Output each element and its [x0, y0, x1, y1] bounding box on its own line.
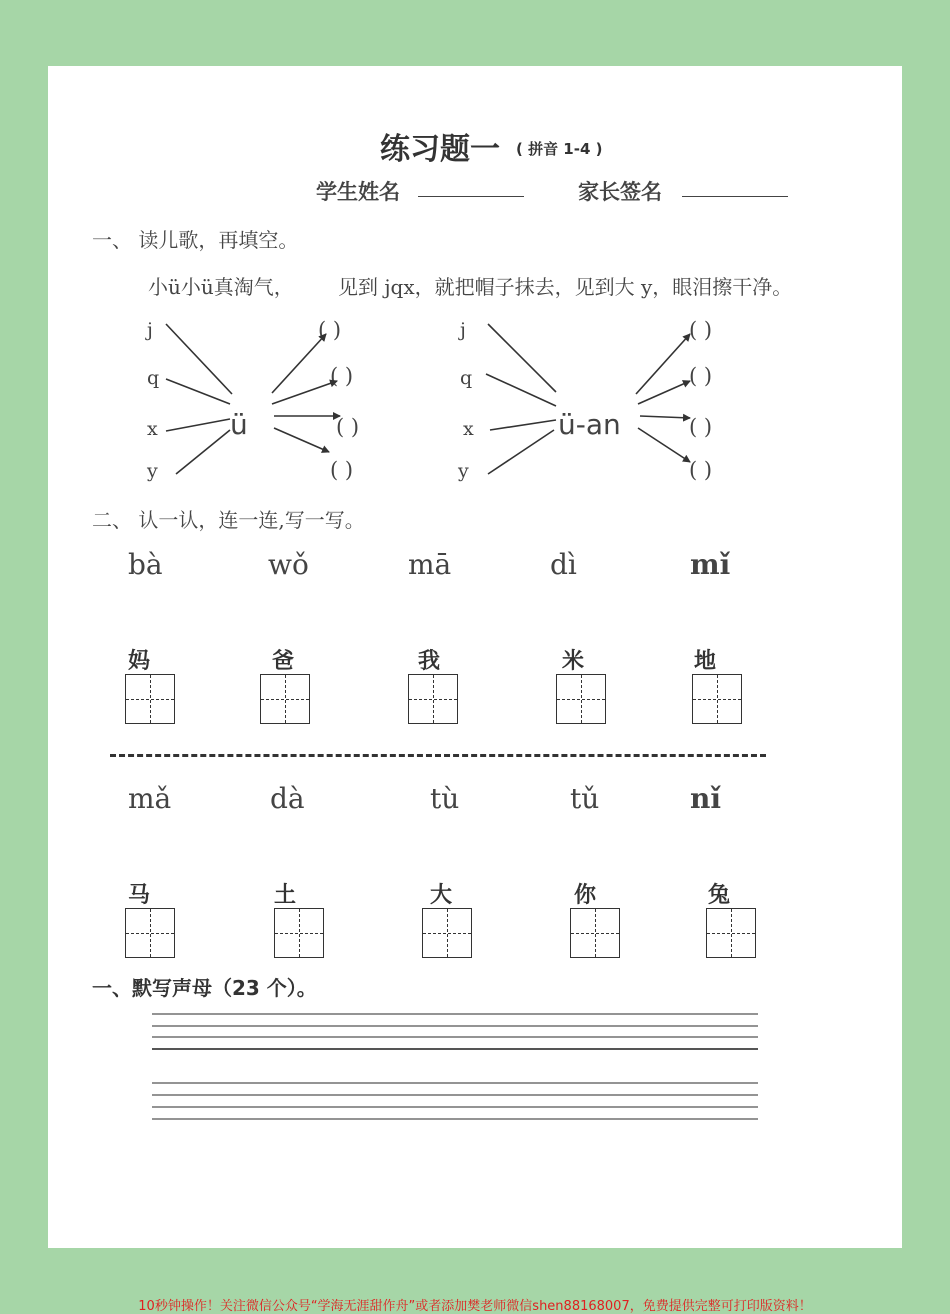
- line-x-to-uan: [490, 420, 556, 430]
- writing-grid-box[interactable]: [706, 908, 756, 958]
- row1-char-3: 我: [418, 649, 441, 674]
- right-letter-x: x: [463, 418, 474, 440]
- right-blank-1[interactable]: ( ): [689, 318, 713, 342]
- section2-heading: 二、 认一认，连一连,写一写。: [92, 508, 365, 532]
- writing-grid-box[interactable]: [422, 908, 472, 958]
- right-blank-3[interactable]: ( ): [689, 415, 713, 439]
- line-y-to-u: [176, 430, 230, 474]
- parent-signature-label: 家长签名: [578, 180, 662, 204]
- page-subtitle: ( 拼音 1-4 ): [516, 140, 603, 158]
- arrow-uan-to-blank4: [638, 428, 690, 462]
- writing-grid-box[interactable]: [260, 674, 310, 724]
- row2-char-5: 兔: [708, 883, 731, 908]
- row2-char-4: 你: [574, 883, 597, 908]
- line-j-to-uan: [488, 324, 556, 392]
- writing-grid-box[interactable]: [692, 674, 742, 724]
- row1-char-4: 米: [562, 649, 585, 674]
- section3-heading: 一、默写声母（23 个）。: [92, 976, 317, 1000]
- arrow-u-to-blank2: [272, 381, 337, 404]
- left-letter-q: q: [147, 367, 160, 389]
- footer-promo-text: 10秒钟操作！关注微信公众号“学海无涯甜作舟”或者添加樊老师微信shen88168007，免费提供完整可打印版资料！: [138, 1299, 812, 1314]
- left-blank-2[interactable]: ( ): [330, 364, 354, 388]
- left-blank-1[interactable]: ( ): [318, 318, 342, 342]
- row2-pinyin-5: nǐ: [690, 782, 721, 815]
- row1-char-1: 妈: [128, 649, 151, 674]
- writing-grid-box[interactable]: [274, 908, 324, 958]
- line-y-to-uan: [488, 430, 554, 474]
- row1-pinyin-5: mǐ: [690, 548, 731, 581]
- row1-char-5: 地: [694, 649, 717, 674]
- left-blank-3[interactable]: ( ): [336, 415, 360, 439]
- poem-line-part2: 见到 jqx，就把帽子抹去，见到大 y，眼泪擦干净。: [338, 275, 793, 299]
- worksheet-page: [48, 66, 902, 1248]
- section1-heading: 一、 读儿歌，再填空。: [92, 228, 299, 252]
- left-letter-x: x: [147, 418, 158, 440]
- row1-pinyin-4: dì: [550, 548, 577, 581]
- right-letter-y: y: [458, 460, 469, 482]
- poem-line-part1: 小ü小ü真淘气，: [148, 275, 294, 299]
- arrow-u-to-blank1: [272, 334, 326, 393]
- right-letter-j: j: [460, 319, 466, 341]
- arrow-uan-to-blank3: [640, 416, 690, 418]
- row1-char-2: 爸: [272, 649, 295, 674]
- row2-char-2: 土: [274, 883, 297, 908]
- right-blank-4[interactable]: ( ): [689, 458, 713, 482]
- row2-char-1: 马: [128, 883, 151, 908]
- row2-char-3: 大: [430, 883, 453, 908]
- row2-pinyin-2: dà: [270, 782, 305, 815]
- right-hub-u-an: ü-an: [558, 408, 621, 441]
- writing-grid-box[interactable]: [125, 674, 175, 724]
- left-hub-u-umlaut: ü: [230, 408, 248, 441]
- writing-grid-box[interactable]: [408, 674, 458, 724]
- student-name-label: 学生姓名: [316, 180, 400, 204]
- row1-pinyin-1: bà: [128, 548, 163, 581]
- arrow-uan-to-blank2: [638, 381, 690, 404]
- left-letter-j: j: [147, 319, 153, 341]
- left-blank-4[interactable]: ( ): [330, 458, 354, 482]
- row2-pinyin-4: tǔ: [570, 782, 600, 815]
- line-x-to-u: [166, 419, 230, 431]
- row1-pinyin-2: wǒ: [268, 548, 309, 581]
- row1-pinyin-3: mā: [408, 548, 452, 581]
- right-blank-2[interactable]: ( ): [689, 364, 713, 388]
- row2-pinyin-3: tù: [430, 782, 460, 815]
- row2-pinyin-1: mǎ: [128, 782, 172, 815]
- right-letter-q: q: [460, 367, 473, 389]
- writing-grid-box[interactable]: [570, 908, 620, 958]
- left-letter-y: y: [147, 460, 158, 482]
- line-q-to-uan: [486, 374, 556, 406]
- connector-lines: [48, 66, 902, 1248]
- arrow-u-to-blank4: [274, 428, 329, 452]
- page-title: 练习题一: [380, 132, 500, 167]
- writing-grid-box[interactable]: [556, 674, 606, 724]
- dashed-divider: [110, 754, 766, 757]
- writing-grid-box[interactable]: [125, 908, 175, 958]
